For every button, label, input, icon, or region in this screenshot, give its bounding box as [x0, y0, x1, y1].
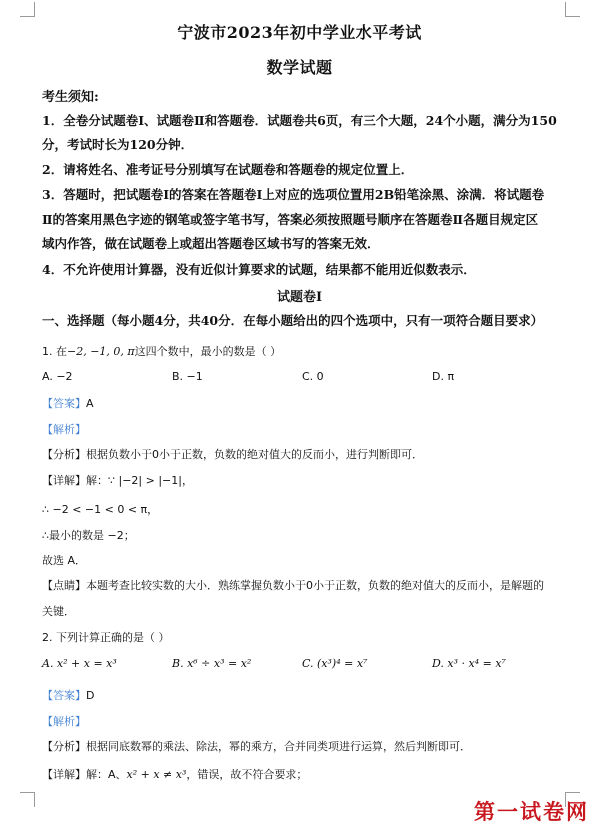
q2-option-c: C. (x³)⁴ = x⁷ [302, 657, 368, 670]
notice-line-2: 分，考试时长为120分钟． [42, 137, 194, 152]
q1-stem [42, 343, 281, 359]
notice-line-4: 3．答题时，把试题卷Ⅰ的答案在答题卷Ⅰ上对应的选项位置用2B铅笔涂黑、涂满．将试题卷 [42, 187, 545, 202]
q1-option-b: B. −1 [172, 370, 203, 383]
corner-mark-top-left [20, 2, 35, 17]
section-title: 试题卷Ⅰ [276, 290, 323, 305]
q1-dianjing-text-1: 本题考查比较实数的大小．熟练掌握负数小于0小于正数，负数的绝对值大的反而小，是解题的 [86, 579, 544, 592]
q1-dianjing-line-2: 关键． [42, 605, 75, 618]
q1-step-3: 故选 A． [42, 554, 87, 567]
q2-answer-tag: 【答案】 [42, 689, 86, 702]
q1-dianjing-tag: 【点睛】 [42, 579, 86, 592]
notice-heading: 考生须知: [42, 90, 99, 105]
exam-title: 宁波市2023年初中学业水平考试 [177, 23, 422, 42]
q2-option-d: D. x³ · x⁴ = x⁷ [432, 657, 506, 670]
notice-line-5: Ⅱ的答案用黑色字迹的钢笔或签字笔书写，答案必须按照题号顺序在答题卷Ⅱ各题目规定区 [42, 212, 539, 227]
section1-heading: 一、选择题（每小题4分，共40分．在每小题给出的四个选项中，只有一项符合题目要求） [42, 313, 544, 328]
q2-xiangjie-math: x² + x ≠ x³ [126, 768, 187, 781]
notice-line-1: 1．全卷分试题卷Ⅰ、试题卷Ⅱ和答题卷．试题卷共6页，有三个大题，24个小题，满分为150 [42, 113, 557, 128]
q1-option-c: C. 0 [302, 370, 324, 383]
q2-stem: 2. 下列计算正确的是（ ） [42, 631, 170, 644]
q1-xiangjie-tag: 【详解】 [42, 474, 86, 487]
corner-mark-top-right [565, 2, 580, 17]
q2-fenxi-text: 根据同底数幂的乘法、除法，幂的乘方，合并同类项进行运算，然后判断即可． [86, 740, 471, 753]
q1-fenxi [42, 446, 423, 462]
q1-option-a: A. −2 [42, 370, 73, 383]
q2-xiangjie-tag: 【详解】 [42, 768, 86, 781]
corner-mark-bottom-left [20, 792, 35, 807]
q2-option-a: A. x² + x = x³ [42, 657, 117, 670]
q1-xiangjie [42, 472, 193, 488]
q1-answer [42, 395, 94, 411]
q2-xiangjie-post: ，错误，故不符合要求； [186, 768, 308, 781]
q2-analysis-tag: 【解析】 [42, 715, 86, 728]
q1-answer-tag: 【答案】 [42, 397, 86, 410]
q1-analysis-tag: 【解析】 [42, 423, 86, 436]
q1-step-2: ∴最小的数是 −2； [42, 529, 135, 542]
site-watermark: 第一试卷网 [474, 800, 589, 824]
q1-stem-pre: 1. 在 [42, 345, 67, 358]
q1-dianjing-line-1 [42, 577, 544, 593]
q1-numbers: −2, −1, 0, π [67, 345, 135, 358]
q1-step-1: ∴ −2 < −1 < 0 < π， [42, 503, 159, 516]
q2-fenxi-tag: 【分析】 [42, 740, 86, 753]
q2-option-b: B. x⁶ ÷ x³ = x² [172, 657, 252, 670]
q2-answer [42, 687, 94, 703]
q2-fenxi [42, 738, 471, 754]
notice-line-7: 4．不允许使用计算器，没有近似计算要求的试题，结果都不能用近似数表示． [42, 262, 476, 277]
q1-stem-post: 这四个数中，最小的数是（ ） [134, 345, 282, 358]
q2-xiangjie-pre: 解：A、 [86, 768, 127, 781]
q2-answer-value: D [86, 689, 95, 702]
q1-xiangjie-text: 解：∵ |−2| > |−1|， [86, 474, 193, 487]
notice-line-6: 域内作答，做在试题卷上或超出答题卷区域书写的答案无效． [42, 236, 380, 251]
q1-answer-value: A [86, 397, 94, 410]
q1-fenxi-text: 根据负数小于0小于正数，负数的绝对值大的反而小，进行判断即可． [86, 448, 423, 461]
exam-subtitle: 数学试题 [266, 58, 333, 77]
q2-xiangjie [42, 766, 307, 782]
q1-fenxi-tag: 【分析】 [42, 448, 86, 461]
notice-line-3: 2．请将姓名、准考证号分别填写在试题卷和答题卷的规定位置上． [42, 162, 414, 177]
q1-option-d: D. π [432, 370, 455, 383]
